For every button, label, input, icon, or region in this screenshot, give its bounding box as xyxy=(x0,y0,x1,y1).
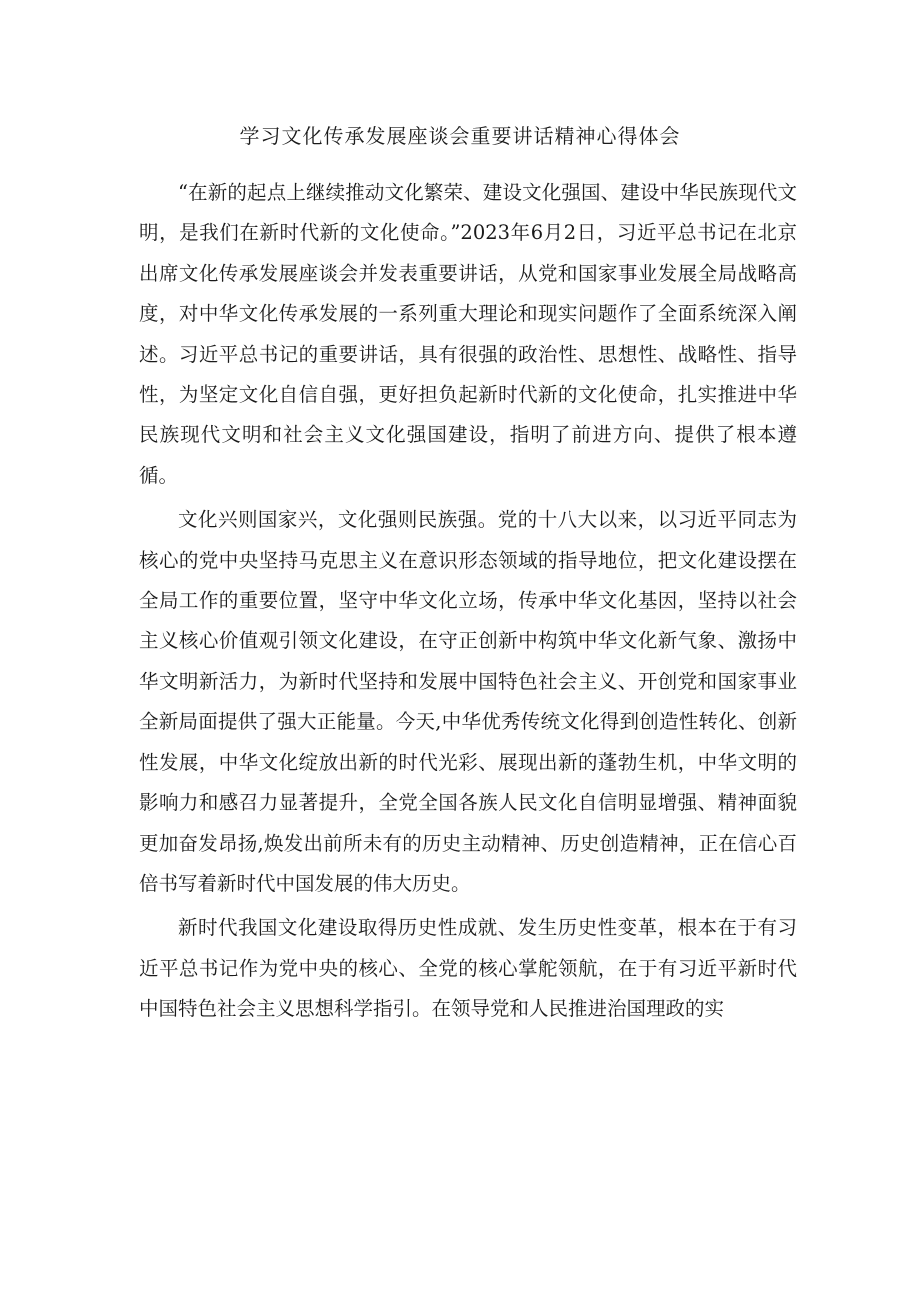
document-body xyxy=(139,173,797,1034)
paragraph-3: 新时代我国文化建设取得历史性成就、发生历史性变革，根本在于有习近平总书记作为党中央的核心、全党的核心掌舵领航，在于有习近平新时代中国特色社会主义思想科学指引。在领导党和人民推进治国理政的实 xyxy=(139,916,797,1021)
paragraph-1: “在新的起点上继续推动文化繁荣、建设文化强国、建设中华民族现代文明，是我们在新时代新的文化使命。”2023年6月2日，习近平总书记在北京出席文化传承发展座谈会并发表重要讲话，从党和国家事业发展全局战略高度，对中华文化传承发展的一系列重大理论和现实问题作了全面系统深入阐述。习近平总书记的重要讲话，具有很强的政治性、思想性、战略性、指导性，为坚定文化自信自强，更好担负起新时代新的文化使命，扎实推进中华民族现代文明和社会主义文化强国建设，指明了前进方向、提供了根本遵循。 xyxy=(139,181,797,487)
paragraph-2: 文化兴则国家兴，文化强则民族强。党的十八大以来，以习近平同志为核心的党中央坚持马克思主义在意识形态领域的指导地位，把文化建设摆在全局工作的重要位置，坚守中华文化立场，传承中华文化基因，坚持以社会主义核心价值观引领文化建设，在守正创新中构筑中华文化新气象、激扬中华文明新活力，为新时代坚持和发展中国特色社会主义、开创党和国家事业全新局面提供了强大正能量。今天,中华优秀传统文化得到创造性转化、创新性发展，中华文化绽放出新的时代光彩、展现出新的蓬勃生机，中华文明的影响力和感召力显著提升，全党全国各族人民文化自信明显增强、精神面貌更加奋发昂扬,焕发出前所未有的历史主动精神、历史创造精神，正在信心百倍书写着新时代中国发展的伟大历史。 xyxy=(139,508,797,895)
document-title: 学习文化传承发展座谈会重要讲话精神心得体会 xyxy=(239,124,681,148)
